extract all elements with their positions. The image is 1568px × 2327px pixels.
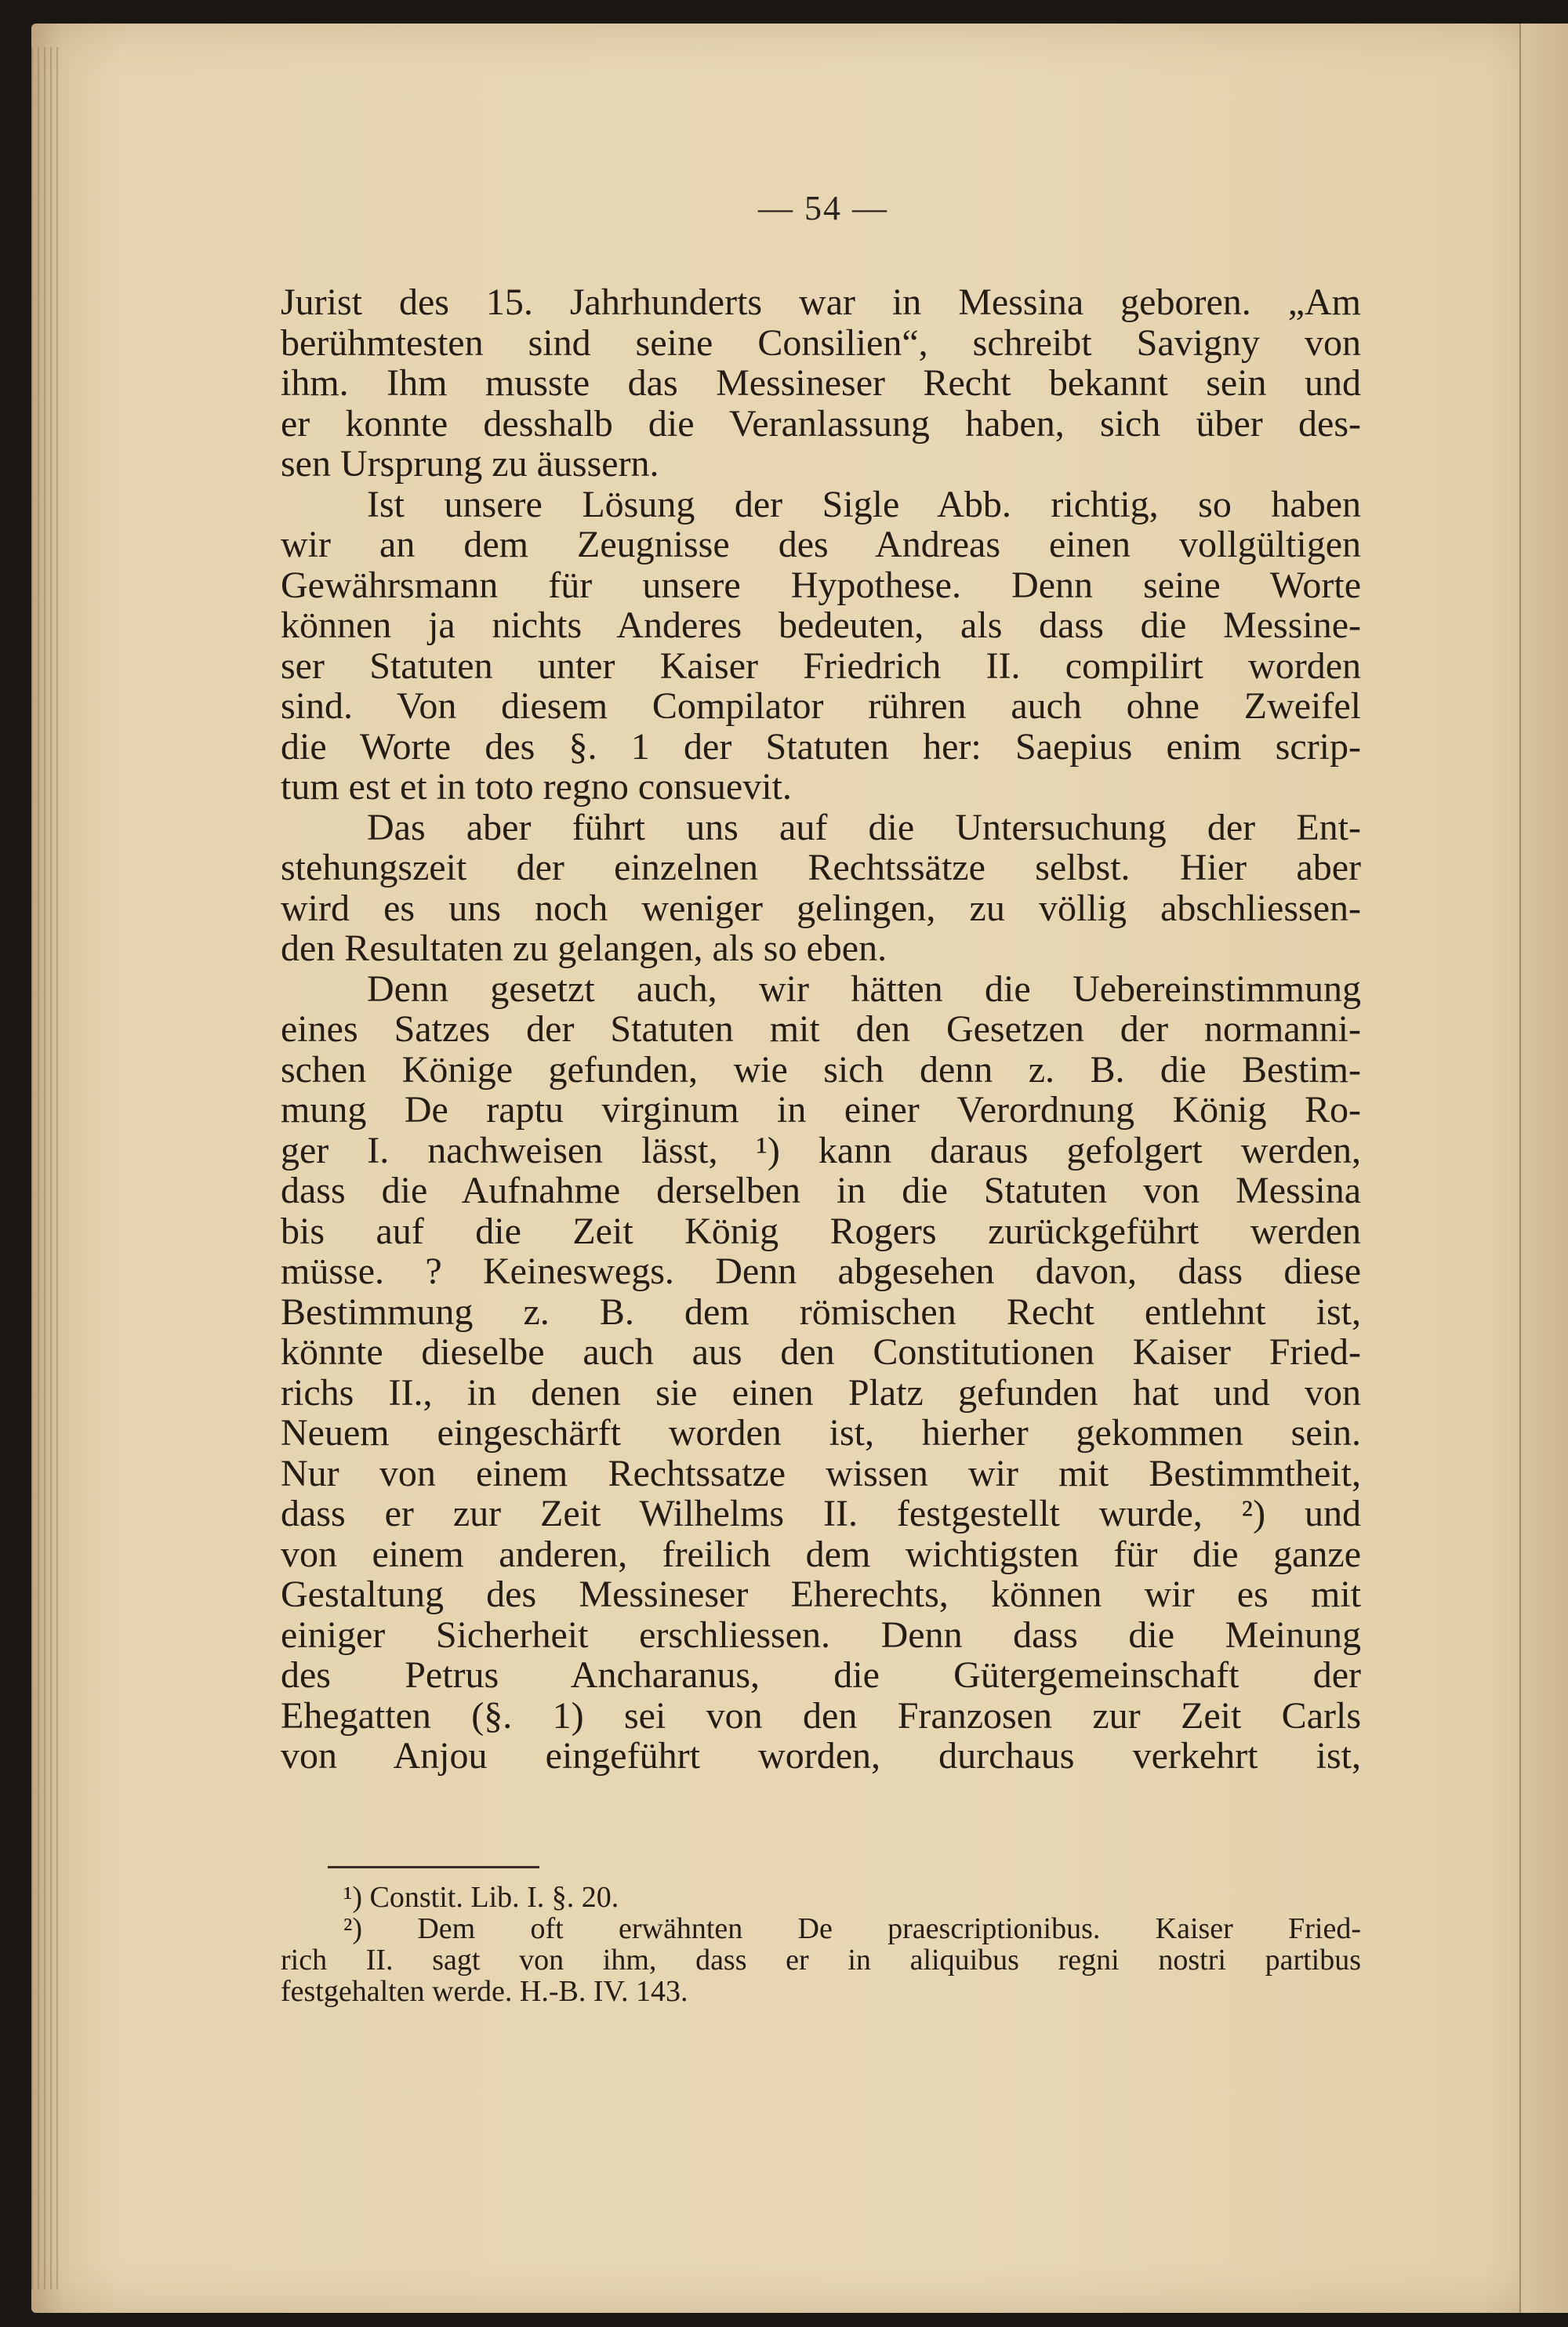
text-line: ihm. Ihm musste das Messineser Recht bekannt sein und bbox=[281, 362, 1361, 404]
text-line: sen Ursprung zu äussern. bbox=[281, 443, 659, 485]
text-line: Nur von einem Rechtssatze wissen wir mit Bestimmtheit, bbox=[281, 1452, 1361, 1494]
text-line: wird es uns noch weniger gelingen, zu völlig abschliessen- bbox=[281, 887, 1361, 929]
page-number: — 54 — bbox=[758, 189, 888, 227]
page-stack-edge bbox=[31, 47, 63, 2289]
footnote-line: festgehalten werde. H.-B. IV. 143. bbox=[281, 1975, 688, 2008]
text-line: einiger Sicherheit erschliessen. Denn dass die Meinung bbox=[281, 1614, 1361, 1656]
footnotes bbox=[281, 1882, 1361, 2007]
text-line: müsse. ? Keineswegs. Denn abgesehen davon, dass diese bbox=[281, 1251, 1361, 1292]
text-line: eines Satzes der Statuten mit den Gesetzen der normanni- bbox=[281, 1008, 1361, 1050]
text-line: bis auf die Zeit König Rogers zurückgeführt werden bbox=[281, 1210, 1361, 1252]
text-line: von Anjou eingeführt worden, durchaus verkehrt ist, bbox=[281, 1735, 1361, 1777]
binding-edge bbox=[1519, 24, 1568, 2313]
footnote-line: rich II. sagt von ihm, dass er in aliquibus regni nostri partibus bbox=[281, 1944, 1361, 1977]
text-line: sind. Von diesem Compilator rühren auch ohne Zweifel bbox=[281, 685, 1361, 727]
text-line: Ehegatten (§. 1) sei von den Franzosen zur Zeit Carls bbox=[281, 1694, 1361, 1737]
text-line: stehungszeit der einzelnen Rechtssätze selbst. Hier aber bbox=[281, 847, 1361, 888]
text-line: Ist unsere Lösung der Sigle Abb. richtig, so haben bbox=[367, 483, 1361, 525]
text-line: ger I. nachweisen lässt, ¹) kann daraus gefolgert werden, bbox=[281, 1129, 1361, 1171]
text-line: den Resultaten zu gelangen, als so eben. bbox=[281, 928, 887, 969]
text-line: können ja nichts Anderes bedeuten, als dass die Messine- bbox=[281, 604, 1361, 646]
text-line: wir an dem Zeugnisse des Andreas einen vollgültigen bbox=[281, 524, 1361, 565]
text-line: Jurist des 15. Jahrhunderts war in Messina geboren. „Am bbox=[281, 281, 1361, 323]
text-line: mung De raptu virginum in einer Verordnung König Ro- bbox=[281, 1089, 1361, 1131]
main-text bbox=[281, 282, 1361, 1777]
text-line: schen Könige gefunden, wie sich denn z. B. die Bestim- bbox=[281, 1048, 1361, 1091]
text-line: dass er zur Zeit Wilhelms II. festgestellt wurde, ²) und bbox=[281, 1493, 1361, 1534]
text-line: von einem anderen, freilich dem wichtigsten für die ganze bbox=[281, 1533, 1361, 1575]
text-line: Gewährsmann für unsere Hypothese. Denn seine Worte bbox=[281, 564, 1361, 606]
text-line: Neuem eingeschärft worden ist, hierher gekommen sein. bbox=[281, 1412, 1361, 1454]
footnote-line: ²) Dem oft erwähnten De praescriptionibus. Kaiser Fried- bbox=[343, 1912, 1361, 1945]
footnote-divider bbox=[328, 1866, 539, 1868]
text-line: Gestaltung des Messineser Eherechts, können wir es mit bbox=[281, 1574, 1361, 1615]
text-line: berühmtesten sind seine Consilien“, schreibt Savigny von bbox=[281, 321, 1361, 364]
text-line: ser Statuten unter Kaiser Friedrich II. compilirt worden bbox=[281, 644, 1361, 687]
text-line: Bestimmung z. B. dem römischen Recht entlehnt ist, bbox=[281, 1291, 1361, 1333]
text-line: die Worte des §. 1 der Statuten her: Saepius enim scrip- bbox=[281, 725, 1361, 768]
footnote-line: ¹) Constit. Lib. I. §. 20. bbox=[343, 1881, 619, 1914]
text-line: des Petrus Ancharanus, die Gütergemeinschaft der bbox=[281, 1654, 1361, 1696]
text-line: Das aber führt uns auf die Untersuchung der Ent- bbox=[367, 806, 1361, 848]
text-line: könnte dieselbe auch aus den Constitutionen Kaiser Fried- bbox=[281, 1331, 1361, 1373]
text-line: Denn gesetzt auch, wir hätten die Uebereinstimmung bbox=[367, 967, 1361, 1010]
text-line: tum est et in toto regno consuevit. bbox=[281, 766, 792, 808]
text-line: dass die Aufnahme derselben in die Statuten von Messina bbox=[281, 1170, 1361, 1211]
text-line: er konnte desshalb die Veranlassung haben, sich über des- bbox=[281, 402, 1361, 445]
text-line: richs II., in denen sie einen Platz gefunden hat und von bbox=[281, 1371, 1361, 1414]
